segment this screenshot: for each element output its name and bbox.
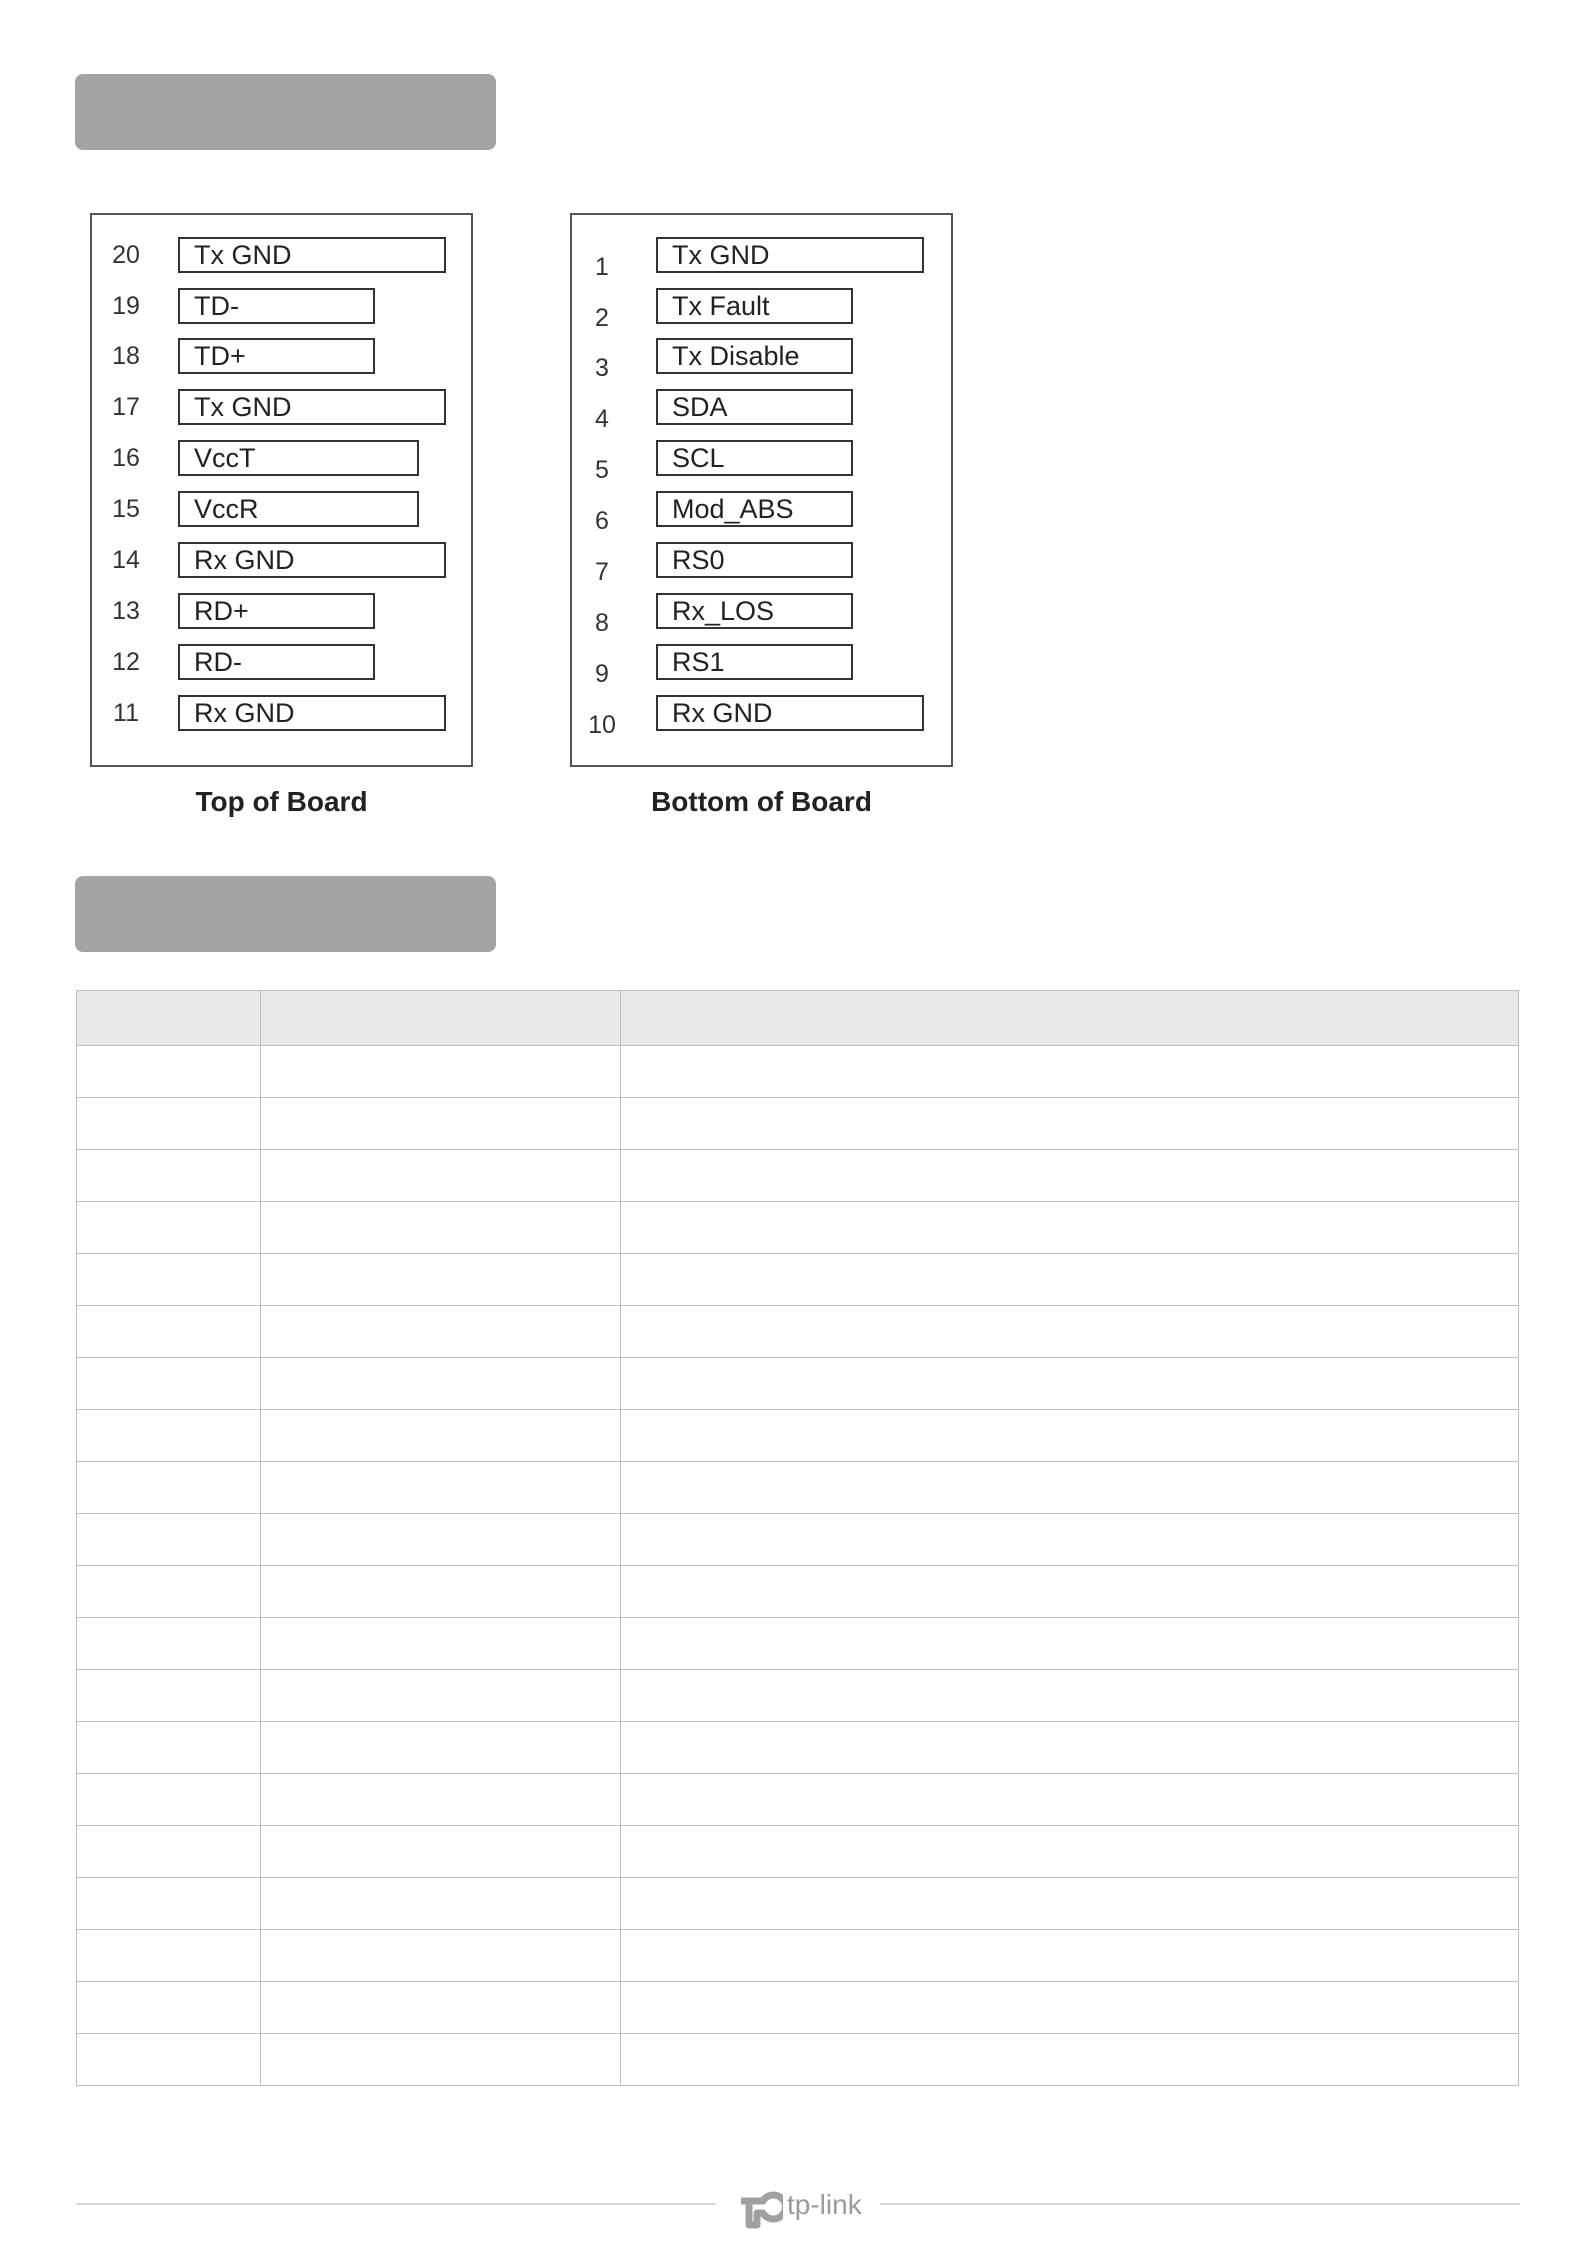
pin-number: 8 xyxy=(595,609,609,637)
tp-link-logo-icon xyxy=(735,2181,783,2229)
pin-label: VccR xyxy=(178,491,419,527)
bottom-of-board-caption: Bottom of Board xyxy=(651,786,872,817)
pin-label: RS0 xyxy=(656,542,853,578)
pin-number: 5 xyxy=(595,456,609,484)
pin-row xyxy=(572,387,951,433)
footer-divider-left xyxy=(76,2203,716,2205)
pin-row xyxy=(92,387,471,427)
pin-row xyxy=(92,336,471,376)
table-row xyxy=(77,1566,1519,1618)
pin-row xyxy=(92,286,471,326)
pin-label: VccT xyxy=(178,440,419,476)
pin-number: 3 xyxy=(595,354,609,382)
pin-number: 13 xyxy=(112,597,140,625)
pin-row xyxy=(572,540,951,586)
table-row xyxy=(77,2034,1519,2086)
pin-row xyxy=(572,286,951,332)
section-header-bar xyxy=(75,876,496,952)
pin-row xyxy=(572,438,951,484)
table-row xyxy=(77,1618,1519,1670)
table-row xyxy=(77,1046,1519,1098)
bottom-of-board-diagram xyxy=(570,213,953,767)
pin-label: Tx Fault xyxy=(656,288,853,324)
pin-label: Tx GND xyxy=(178,237,446,273)
pin-label: Tx GND xyxy=(178,389,446,425)
pin-row xyxy=(92,540,471,580)
pin-number: 4 xyxy=(595,405,609,433)
tp-link-logo xyxy=(735,2180,862,2230)
table-row xyxy=(77,1202,1519,1254)
table-row xyxy=(77,1930,1519,1982)
pin-number: 12 xyxy=(112,648,140,676)
pin-row xyxy=(572,642,951,688)
pin-number: 18 xyxy=(112,342,140,370)
pin-label: SDA xyxy=(656,389,853,425)
pin-label: RD- xyxy=(178,644,375,680)
pin-number: 20 xyxy=(112,241,140,269)
pin-label: Mod_ABS xyxy=(656,491,853,527)
pin-row xyxy=(92,489,471,529)
pin-number: 2 xyxy=(595,304,609,332)
table-header-cell xyxy=(261,991,621,1046)
table-row xyxy=(77,1514,1519,1566)
table-row xyxy=(77,1774,1519,1826)
pin-label: Tx Disable xyxy=(656,338,853,374)
pin-row xyxy=(572,489,951,535)
pin-label: Rx GND xyxy=(178,695,446,731)
table-row xyxy=(77,1254,1519,1306)
table-header-cell xyxy=(621,991,1519,1046)
pin-label: RS1 xyxy=(656,644,853,680)
table-row xyxy=(77,1670,1519,1722)
pin-row xyxy=(92,591,471,631)
table-row xyxy=(77,1826,1519,1878)
pin-number: 7 xyxy=(595,558,609,586)
pin-row xyxy=(92,235,471,275)
table-row xyxy=(77,1462,1519,1514)
pin-label: TD- xyxy=(178,288,375,324)
pin-label: Tx GND xyxy=(656,237,924,273)
table-row xyxy=(77,1358,1519,1410)
pin-number: 10 xyxy=(588,711,616,739)
pin-row xyxy=(572,693,951,739)
table-row xyxy=(77,1306,1519,1358)
table-body xyxy=(77,1046,1519,2086)
table-header-cell xyxy=(77,991,261,1046)
table-row xyxy=(77,1982,1519,2034)
pin-row xyxy=(572,336,951,382)
pin-number: 16 xyxy=(112,444,140,472)
pin-row xyxy=(572,591,951,637)
pin-label: Rx GND xyxy=(178,542,446,578)
top-of-board-diagram xyxy=(90,213,473,767)
pin-row xyxy=(92,642,471,682)
footer-divider-right xyxy=(880,2203,1520,2205)
pin-number: 17 xyxy=(112,393,140,421)
pin-definition-table xyxy=(76,990,1519,2086)
pin-number: 19 xyxy=(112,292,140,320)
pin-label: SCL xyxy=(656,440,853,476)
pin-label: RD+ xyxy=(178,593,375,629)
pin-number: 9 xyxy=(595,660,609,688)
table-row xyxy=(77,1150,1519,1202)
pin-number: 15 xyxy=(112,495,140,523)
table-header-row xyxy=(77,991,1519,1046)
table-row xyxy=(77,1098,1519,1150)
pin-number: 1 xyxy=(595,253,609,281)
pin-label: Rx_LOS xyxy=(656,593,853,629)
table-row xyxy=(77,1410,1519,1462)
table-row xyxy=(77,1878,1519,1930)
pin-row xyxy=(92,693,471,733)
pin-number: 11 xyxy=(113,699,139,727)
logo-text: tp-link xyxy=(787,2189,862,2220)
section-header-bar xyxy=(75,74,496,150)
pin-number: 6 xyxy=(595,507,609,535)
top-of-board-caption: Top of Board xyxy=(195,786,368,817)
pin-label: Rx GND xyxy=(656,695,924,731)
pin-row xyxy=(92,438,471,478)
pin-row xyxy=(572,235,951,281)
pin-label: TD+ xyxy=(178,338,375,374)
pin-number: 14 xyxy=(112,546,140,574)
table-row xyxy=(77,1722,1519,1774)
